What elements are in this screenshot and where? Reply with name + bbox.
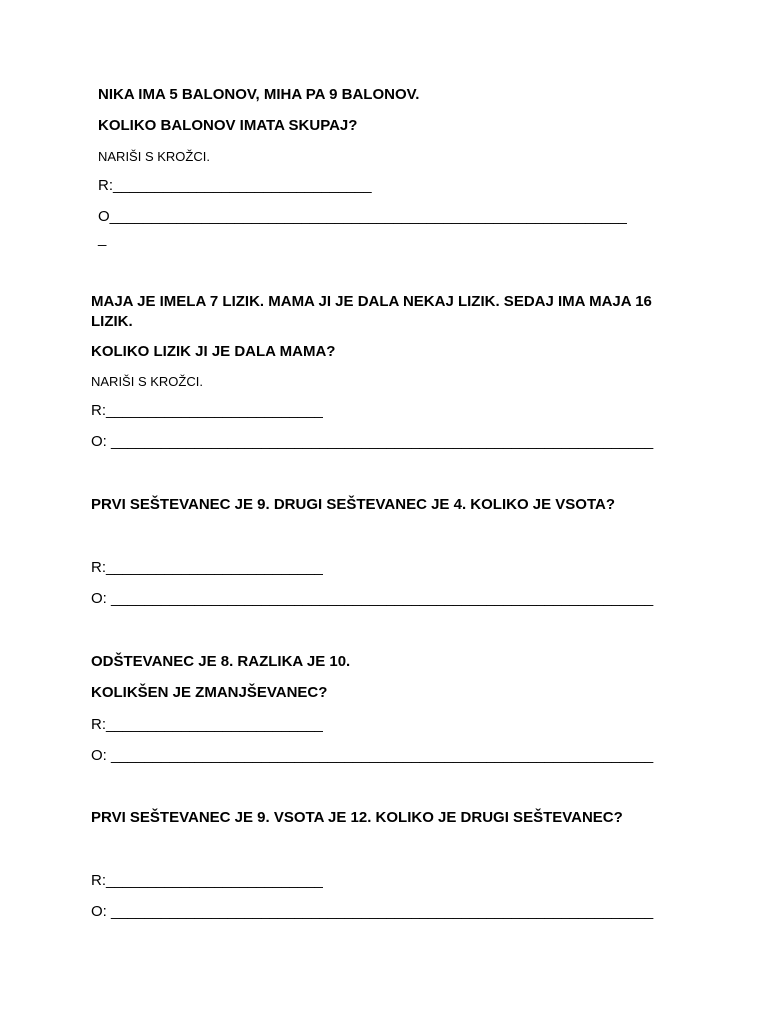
task-1-calculation-line[interactable]: R:_______________________________	[98, 177, 372, 194]
task-5-calculation-line[interactable]: R:__________________________	[91, 872, 323, 889]
task-1-question: KOLIKO BALONOV IMATA SKUPAJ?	[98, 117, 358, 134]
task-2-answer-line[interactable]: O: _________________________________________________________________	[91, 433, 654, 450]
task-5-answer-line[interactable]: O: _________________________________________________________________	[91, 903, 654, 920]
task-2-instruction: NARIŠI S KROŽCI.	[91, 374, 203, 389]
task-1-answer-line[interactable]: O______________________________________________________________	[98, 208, 627, 225]
task-1-answer-line-continuation: _	[98, 230, 107, 247]
task-4-answer-line[interactable]: O: _________________________________________________________________	[91, 747, 654, 764]
task-5-statement: PRVI SEŠTEVANEC JE 9. VSOTA JE 12. KOLIKO JE DRUGI SEŠTEVANEC?	[91, 809, 623, 826]
task-2-question: KOLIKO LIZIK JI JE DALA MAMA?	[91, 343, 336, 360]
task-3-calculation-line[interactable]: R:__________________________	[91, 559, 323, 576]
task-2-statement: MAJA JE IMELA 7 LIZIK. MAMA JI JE DALA NEKAJ LIZIK. SEDAJ IMA MAJA 16 LIZIK.	[91, 293, 652, 330]
task-3-statement: PRVI SEŠTEVANEC JE 9. DRUGI SEŠTEVANEC JE 4. KOLIKO JE VSOTA?	[91, 496, 616, 513]
task-1-instruction: NARIŠI S KROŽCI.	[98, 149, 210, 164]
task-3-answer-line[interactable]: O: _________________________________________________________________	[91, 590, 654, 607]
task-2-calculation-line[interactable]: R:__________________________	[91, 402, 323, 419]
task-4-calculation-line[interactable]: R:__________________________	[91, 716, 323, 733]
task-1-statement: NIKA IMA 5 BALONOV, MIHA PA 9 BALONOV.	[98, 86, 420, 103]
task-4-statement: ODŠTEVANEC JE 8. RAZLIKA JE 10.	[91, 653, 351, 670]
task-4-question: KOLIKŠEN JE ZMANJŠEVANEC?	[91, 684, 328, 701]
